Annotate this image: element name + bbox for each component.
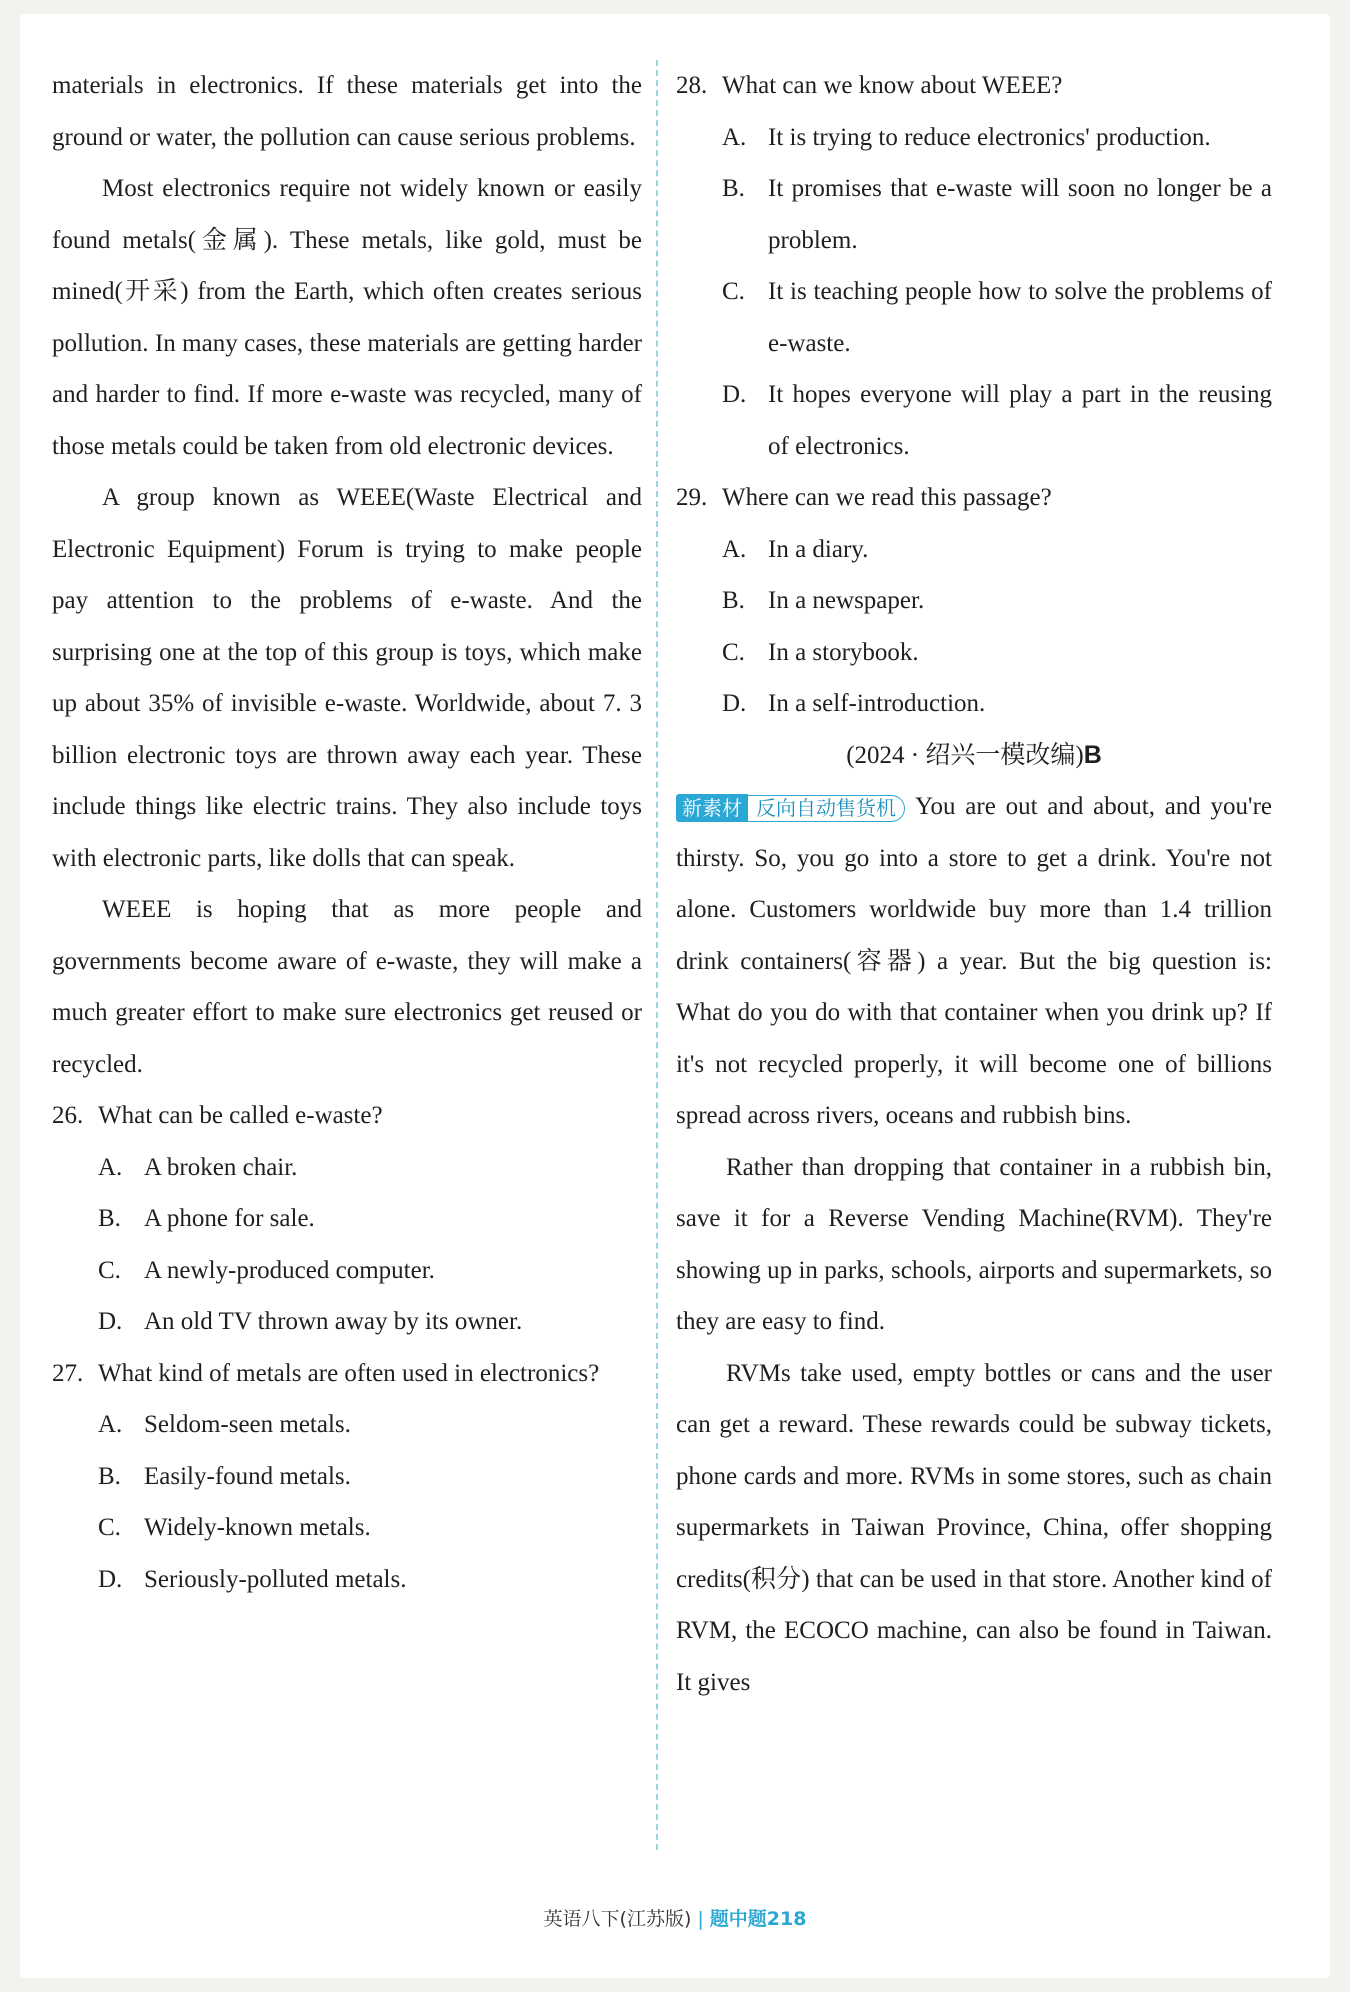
q29-option-c[interactable] xyxy=(676,627,1272,679)
question-text: What can be called e-waste? xyxy=(98,1102,383,1129)
passage-b-paragraph-3: RVMs take used, empty bottles or cans and the user can get a reward. These rewards could be subway tickets, phone cards and more. RVMs in some stores, such as chain supermarkets in Taiwan Province, China, offer shopping credits(积分) that can be used in that store. Another kind of RVM, the ECOCO machine, can also be found in Taiwan. It gives xyxy=(676,1359,1272,1696)
option-text: A phone for sale. xyxy=(144,1205,315,1232)
option-letter: D. xyxy=(98,1565,123,1593)
question-number: 26. xyxy=(52,1102,84,1129)
option-text: Seriously-polluted metals. xyxy=(144,1565,407,1593)
question-27 xyxy=(52,1348,642,1400)
passage-paragraph-2: Most electronics require not widely known or easily found metals(金属). These metals, like gold, must be mined(开采) from the Earth, which often creates serious pollution. In many cases, these materials are getting harder and harder to find. If more e-waste was recycled, many of those metals could be taken from old electronic devices. xyxy=(52,175,642,460)
option-letter: C. xyxy=(722,278,745,305)
question-number: 28. xyxy=(676,72,708,99)
option-letter: D. xyxy=(98,1308,123,1335)
footer-separator: | xyxy=(697,1908,704,1930)
question-number: 27. xyxy=(52,1359,84,1387)
option-text: A broken chair. xyxy=(144,1153,298,1181)
option-letter: C. xyxy=(722,638,745,666)
passage-b-paragraph-2: Rather than dropping that container in a rubbish bin, save it for a Reverse Vending Machine(RVM). They're showing up in parks, schools, airports and supermarkets, so they are easy to find. xyxy=(676,1153,1272,1335)
option-text: An old TV thrown away by its owner. xyxy=(144,1308,523,1335)
option-text: In a storybook. xyxy=(768,638,919,666)
q28-option-c[interactable] xyxy=(676,266,1272,369)
option-letter: B. xyxy=(98,1462,121,1490)
q27-option-b[interactable] xyxy=(52,1451,642,1503)
section-letter: B xyxy=(1083,740,1102,769)
question-29 xyxy=(676,472,1272,524)
left-column xyxy=(52,60,642,1605)
q27-option-d[interactable] xyxy=(52,1554,642,1606)
brand-name: 题中题 xyxy=(709,1908,767,1930)
tag-topic: 反向自动售货机 xyxy=(748,795,905,822)
option-text: Easily-found metals. xyxy=(144,1462,351,1490)
q29-option-b[interactable] xyxy=(676,575,1272,627)
q26-option-a[interactable] xyxy=(52,1142,642,1194)
option-letter: B. xyxy=(722,587,745,614)
option-letter: C. xyxy=(98,1514,121,1541)
new-material-tag xyxy=(676,794,905,822)
passage-b-paragraph-1 xyxy=(676,781,1272,1142)
option-text: A newly-produced computer. xyxy=(144,1256,435,1284)
page-footer xyxy=(0,1904,1350,1931)
option-text: It is teaching people how to solve the problems of e-waste. xyxy=(768,278,1272,357)
page-number: 218 xyxy=(766,1908,807,1930)
question-number: 29. xyxy=(676,484,708,511)
option-letter: A. xyxy=(98,1153,123,1181)
q27-option-a[interactable] xyxy=(52,1399,642,1451)
option-letter: D. xyxy=(722,690,747,717)
q26-option-c[interactable] xyxy=(52,1245,642,1297)
option-text: Widely-known metals. xyxy=(144,1514,371,1541)
q27-option-c[interactable] xyxy=(52,1502,642,1554)
option-text: In a diary. xyxy=(768,535,869,563)
q28-option-d[interactable] xyxy=(676,369,1272,472)
option-text: In a newspaper. xyxy=(768,587,925,614)
option-text: It is trying to reduce electronics' production. xyxy=(768,123,1211,151)
column-divider xyxy=(656,60,658,1850)
passage-paragraph-3: A group known as WEEE(Waste Electrical and Electronic Equipment) Forum is trying to make people pay attention to the problems of e-waste. And the surprising one at the top of this group is toys, which make up about 35% of invisible e-waste. Worldwide, about 7. 3 billion electronic toys are thrown away each year. These include things like electric trains. They also include toys with electronic parts, like dolls that can speak. xyxy=(52,484,642,872)
tag-label: 新素材 xyxy=(676,794,748,822)
option-letter: A. xyxy=(722,123,747,151)
option-letter: A. xyxy=(98,1411,123,1438)
option-letter: B. xyxy=(722,175,745,202)
question-26 xyxy=(52,1090,642,1142)
option-letter: D. xyxy=(722,381,747,408)
q29-option-a[interactable] xyxy=(676,524,1272,576)
passage-paragraph-1: materials in electronics. If these materials get into the ground or water, the pollution can cause serious problems. xyxy=(52,72,642,151)
passage-source xyxy=(676,730,1272,782)
paragraph-text: You are out and about, and you're thirsty. So, you go into a store to get a drink. You're not alone. Customers worldwide buy more than 1.4 trillion drink containers(容器) a year. But the big question is: What do you do with that container when you drink up? If it's not recycled properly, it will become one of billions spread across rivers, oceans and rubbish bins. xyxy=(676,793,1272,1129)
right-column xyxy=(676,60,1272,1708)
option-letter: B. xyxy=(98,1205,121,1232)
option-text: Seldom-seen metals. xyxy=(144,1411,351,1438)
question-text: Where can we read this passage? xyxy=(722,484,1052,511)
q26-option-d[interactable] xyxy=(52,1296,642,1348)
question-text: What can we know about WEEE? xyxy=(722,72,1063,99)
question-28 xyxy=(676,60,1272,112)
book-title: 英语八下(江苏版) xyxy=(543,1908,692,1930)
passage-paragraph-4: WEEE is hoping that as more people and governments become aware of e-waste, they will make a much greater effort to make sure electronics get reused or recycled. xyxy=(52,896,642,1078)
option-text: In a self-introduction. xyxy=(768,690,986,717)
q28-option-b[interactable] xyxy=(676,163,1272,266)
q28-option-a[interactable] xyxy=(676,112,1272,164)
option-letter: A. xyxy=(722,535,747,563)
q26-option-b[interactable] xyxy=(52,1193,642,1245)
option-text: It promises that e-waste will soon no longer be a problem. xyxy=(768,175,1272,254)
question-text: What kind of metals are often used in electronics? xyxy=(98,1359,600,1387)
option-letter: C. xyxy=(98,1256,121,1284)
source-text: (2024 · 绍兴一模改编) xyxy=(846,741,1084,769)
q29-option-d[interactable] xyxy=(676,678,1272,730)
option-text: It hopes everyone will play a part in the reusing of electronics. xyxy=(768,381,1272,460)
